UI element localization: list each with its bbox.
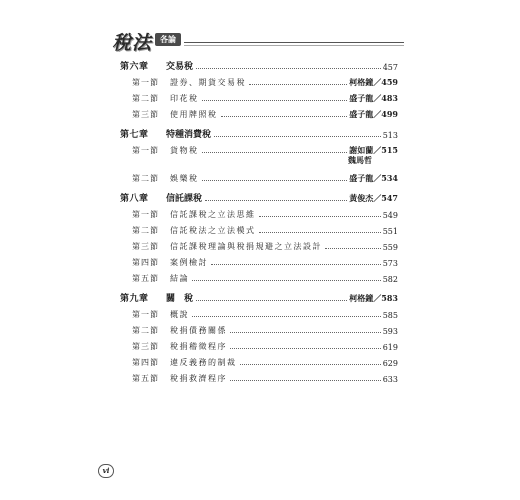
section-page-ref: 582 bbox=[382, 275, 398, 284]
dot-leader bbox=[240, 364, 381, 365]
section-page-ref: 551 bbox=[382, 227, 398, 236]
dot-leader bbox=[230, 348, 381, 349]
dot-leader bbox=[205, 200, 347, 201]
dot-leader bbox=[214, 136, 381, 137]
section-title: 違反義務的制裁 bbox=[170, 358, 237, 367]
section-title: 概說 bbox=[170, 310, 189, 319]
chapter-label: 第七章 bbox=[120, 130, 149, 140]
section-label: 第二節 bbox=[132, 326, 159, 335]
section-title: 結論 bbox=[170, 274, 189, 283]
section-page-ref: 629 bbox=[382, 359, 398, 368]
section-title: 娛樂稅 bbox=[170, 174, 199, 183]
section-title: 稅捐稽徵程序 bbox=[170, 342, 227, 351]
toc-section[interactable] bbox=[120, 74, 398, 88]
toc-section[interactable] bbox=[120, 90, 398, 104]
co-author: 魏馬哲 bbox=[348, 155, 372, 165]
chapter-title: 關 稅 bbox=[166, 294, 194, 304]
chapter-title: 特種消費稅 bbox=[166, 130, 212, 140]
chapter-page-ref: 457 bbox=[382, 63, 398, 72]
toc-section[interactable] bbox=[120, 370, 398, 384]
section-page-ref: 柯格鐘／459 bbox=[349, 77, 398, 87]
dot-leader bbox=[259, 232, 381, 233]
section-title: 印花稅 bbox=[170, 94, 199, 103]
section-title: 信託課稅之立法思維 bbox=[170, 210, 256, 219]
section-title: 稅捐救濟程序 bbox=[170, 374, 227, 383]
dot-leader bbox=[202, 180, 348, 181]
toc-chapter-9[interactable] bbox=[120, 290, 398, 304]
section-label: 第三節 bbox=[132, 342, 159, 351]
book-title: 稅法 bbox=[112, 32, 153, 54]
section-label: 第四節 bbox=[132, 258, 159, 267]
section-title: 信託課稅理論與稅捐規避之立法設計 bbox=[170, 242, 322, 251]
section-label: 第一節 bbox=[132, 310, 159, 319]
section-page-ref: 573 bbox=[382, 259, 398, 268]
section-label: 第二節 bbox=[132, 226, 159, 235]
section-title: 信託稅法之立法模式 bbox=[170, 226, 256, 235]
section-label: 第五節 bbox=[132, 274, 159, 283]
toc-chapter-7[interactable] bbox=[120, 126, 398, 140]
section-page-ref: 559 bbox=[382, 243, 398, 252]
toc-section[interactable] bbox=[120, 206, 398, 220]
section-label: 第一節 bbox=[132, 210, 159, 219]
dot-leader bbox=[221, 116, 348, 117]
section-label: 第一節 bbox=[132, 146, 159, 155]
section-title: 貨物稅 bbox=[170, 146, 199, 155]
toc-section[interactable] bbox=[120, 106, 398, 120]
toc-section[interactable] bbox=[120, 338, 398, 352]
section-title: 使用牌照稅 bbox=[170, 110, 218, 119]
chapter-label: 第九章 bbox=[120, 294, 149, 304]
toc-section[interactable] bbox=[120, 354, 398, 368]
section-label: 第三節 bbox=[132, 242, 159, 251]
section-title: 稅捐債務關係 bbox=[170, 326, 227, 335]
dot-leader bbox=[325, 248, 381, 249]
dot-leader bbox=[202, 152, 348, 153]
dot-leader bbox=[249, 84, 347, 85]
dot-leader bbox=[211, 264, 381, 265]
header-divider-secondary bbox=[184, 45, 404, 46]
section-title: 案例檢討 bbox=[170, 258, 208, 267]
toc-section[interactable] bbox=[120, 238, 398, 252]
section-label: 第四節 bbox=[132, 358, 159, 367]
chapter-label: 第八章 bbox=[120, 194, 149, 204]
toc-section[interactable] bbox=[120, 306, 398, 320]
toc-section[interactable] bbox=[120, 222, 398, 236]
chapter-label: 第六章 bbox=[120, 62, 149, 72]
section-page-ref: 盛子龍／534 bbox=[349, 173, 398, 183]
page-number: vi bbox=[98, 464, 114, 478]
toc-section[interactable] bbox=[120, 270, 398, 284]
toc-section[interactable] bbox=[120, 322, 398, 336]
section-page-ref: 549 bbox=[382, 211, 398, 220]
book-subtitle-badge: 各論 bbox=[155, 33, 181, 46]
chapter-title: 交易稅 bbox=[166, 62, 194, 72]
section-label: 第二節 bbox=[132, 174, 159, 183]
section-label: 第一節 bbox=[132, 78, 159, 87]
dot-leader bbox=[196, 300, 347, 301]
section-page-ref: 盛子龍／483 bbox=[349, 93, 398, 103]
chapter-page-ref: 柯格鐘／583 bbox=[349, 293, 398, 303]
section-label: 第二節 bbox=[132, 94, 159, 103]
dot-leader bbox=[192, 316, 381, 317]
toc-section[interactable] bbox=[120, 170, 398, 184]
dot-leader bbox=[259, 216, 381, 217]
section-page-ref: 633 bbox=[382, 375, 398, 384]
section-page-ref: 585 bbox=[382, 311, 398, 320]
header-divider bbox=[184, 42, 404, 43]
toc-chapter-6[interactable] bbox=[120, 58, 398, 72]
dot-leader bbox=[230, 380, 381, 381]
dot-leader bbox=[196, 68, 381, 69]
section-label: 第五節 bbox=[132, 374, 159, 383]
page-header bbox=[112, 28, 402, 54]
section-title: 證券、期貨交易稅 bbox=[170, 78, 246, 87]
toc-section[interactable] bbox=[120, 254, 398, 268]
chapter-page-ref: 黃俊杰／547 bbox=[349, 193, 398, 203]
toc-section[interactable] bbox=[120, 142, 398, 156]
section-page-ref: 謝如蘭／515 bbox=[349, 145, 398, 155]
section-label: 第三節 bbox=[132, 110, 159, 119]
section-page-ref: 盛子龍／499 bbox=[349, 109, 398, 119]
dot-leader bbox=[202, 100, 348, 101]
chapter-title: 信託課稅 bbox=[166, 194, 203, 204]
toc-chapter-8[interactable] bbox=[120, 190, 398, 204]
chapter-page-ref: 513 bbox=[382, 131, 398, 140]
dot-leader bbox=[230, 332, 381, 333]
dot-leader bbox=[192, 280, 381, 281]
section-page-ref: 619 bbox=[382, 343, 398, 352]
section-page-ref: 593 bbox=[382, 327, 398, 336]
